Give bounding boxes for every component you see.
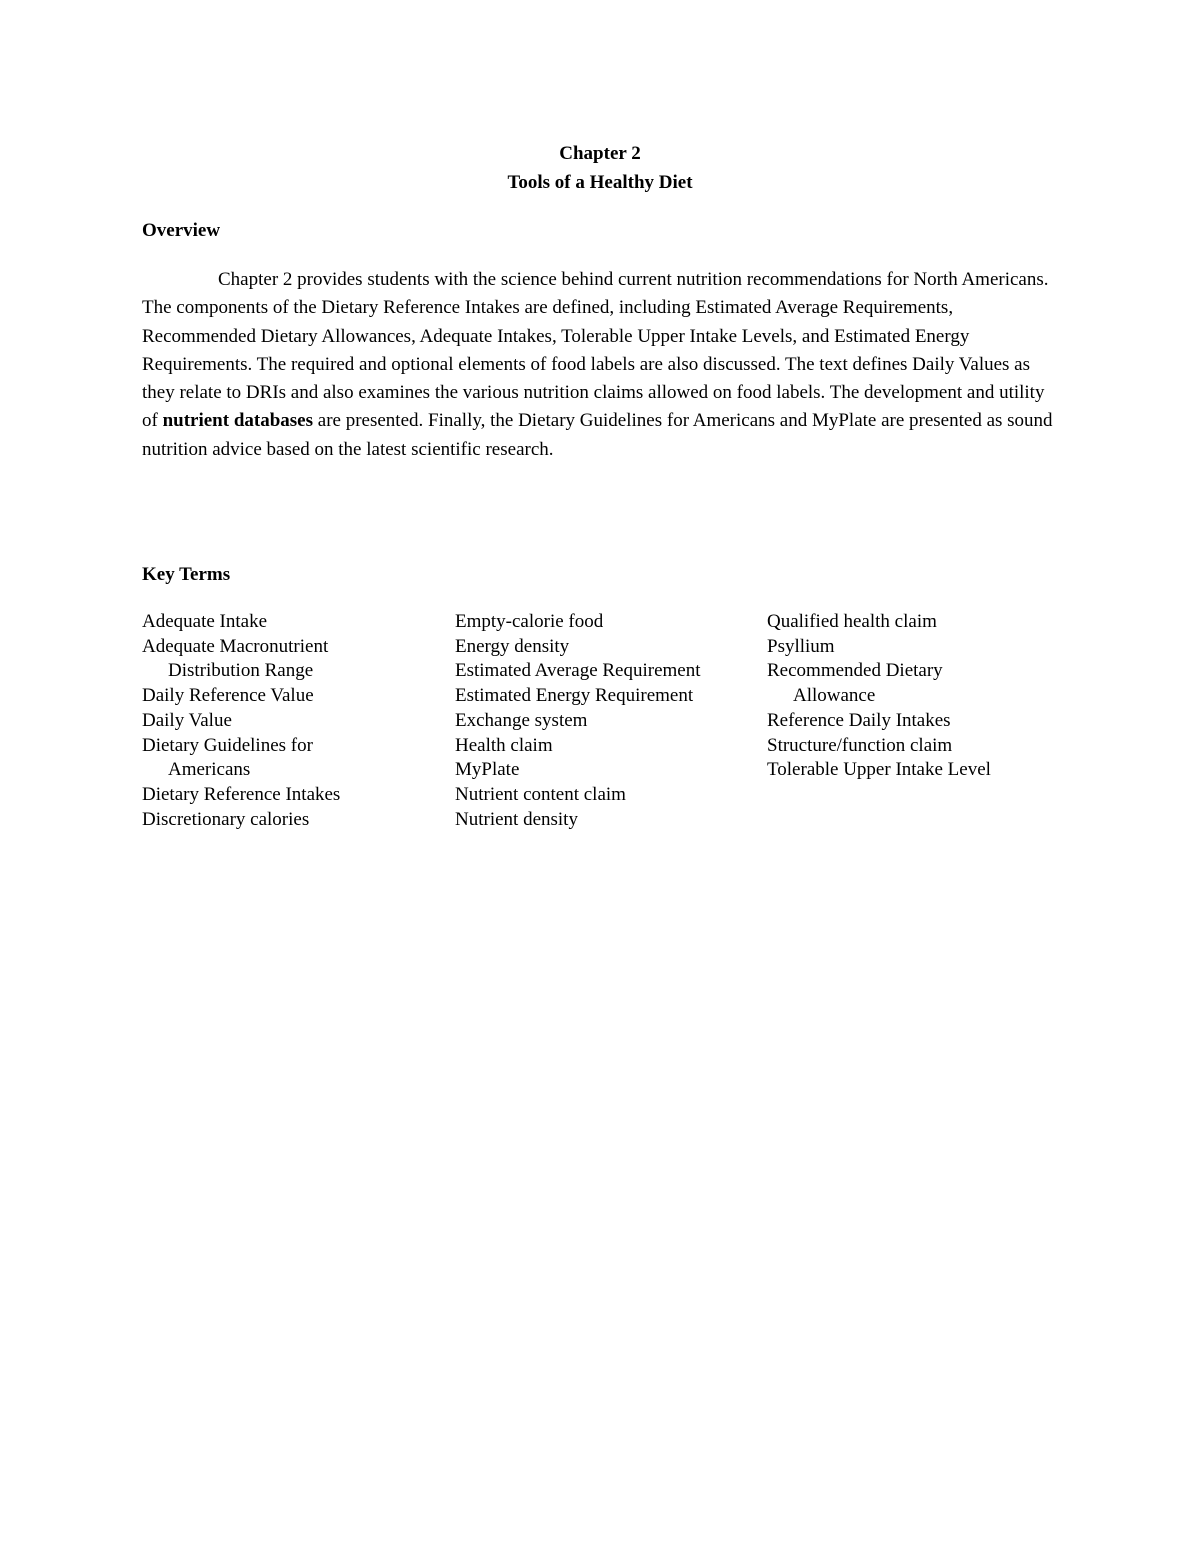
key-term: Nutrient content claim [455,783,626,805]
key-term: Structure/function claim [767,734,953,756]
key-term: Energy density [455,635,570,657]
key-term: Health claim [455,734,553,756]
key-term: Adequate Intake [142,611,268,632]
key-term: Dietary Reference Intakes [142,783,341,805]
overview-bold-term: nutrient databases [162,410,314,432]
key-term: Reference Daily Intakes [767,709,951,731]
key-term: MyPlate [455,759,520,781]
key-term: Adequate Macronutrient [142,635,329,657]
key-term: Psyllium [767,635,835,657]
key-term-continuation: Distribution Range [168,660,314,682]
overview-text-part2: are presented. Finally, the Dietary Guidelines for Americans and MyPlate are presented as sound nutrition advice based on the latest scientific research. [142,410,1053,460]
key-terms-column-3 [767,610,991,783]
key-term: Daily Reference Value [142,685,314,707]
key-term: Exchange system [455,709,588,731]
chapter-number: Chapter 2 [559,143,641,164]
key-terms-column-2 [455,610,701,832]
overview-paragraph [142,266,1062,464]
key-term-continuation: Americans [168,759,251,781]
key-term: Qualified health claim [767,611,937,632]
key-term: Recommended Dietary [767,660,943,682]
chapter-title: Tools of a Healthy Diet [507,172,693,193]
key-term: Tolerable Upper Intake Level [767,759,991,781]
key-term: Empty-calorie food [455,611,604,632]
key-terms-heading: Key Terms [142,564,231,585]
key-term: Daily Value [142,709,232,731]
key-term-continuation: Allowance [793,685,876,707]
key-term: Estimated Average Requirement [455,660,701,682]
key-term: Dietary Guidelines for [142,734,313,756]
overview-heading: Overview [142,220,221,241]
overview-text-part1: Chapter 2 provides students with the science behind current nutrition recommendations for North Americans. The components of the Dietary Reference Intakes are defined, including Estimated Average Requirements, Recommended Dietary Allowances, Adequate Intakes, Tolerable Upper Intake Levels, and Estimated Energy Requirements. The required and optional elements of food labels are also discussed. The text defines Daily Values as they relate to DRIs and also examines the various nutrition claims allowed on food labels. The development and utility of [142,269,1049,432]
key-term: Nutrient density [455,808,578,830]
key-terms-column-1 [142,610,340,832]
key-term: Discretionary calories [142,808,310,830]
key-term: Estimated Energy Requirement [455,685,694,707]
